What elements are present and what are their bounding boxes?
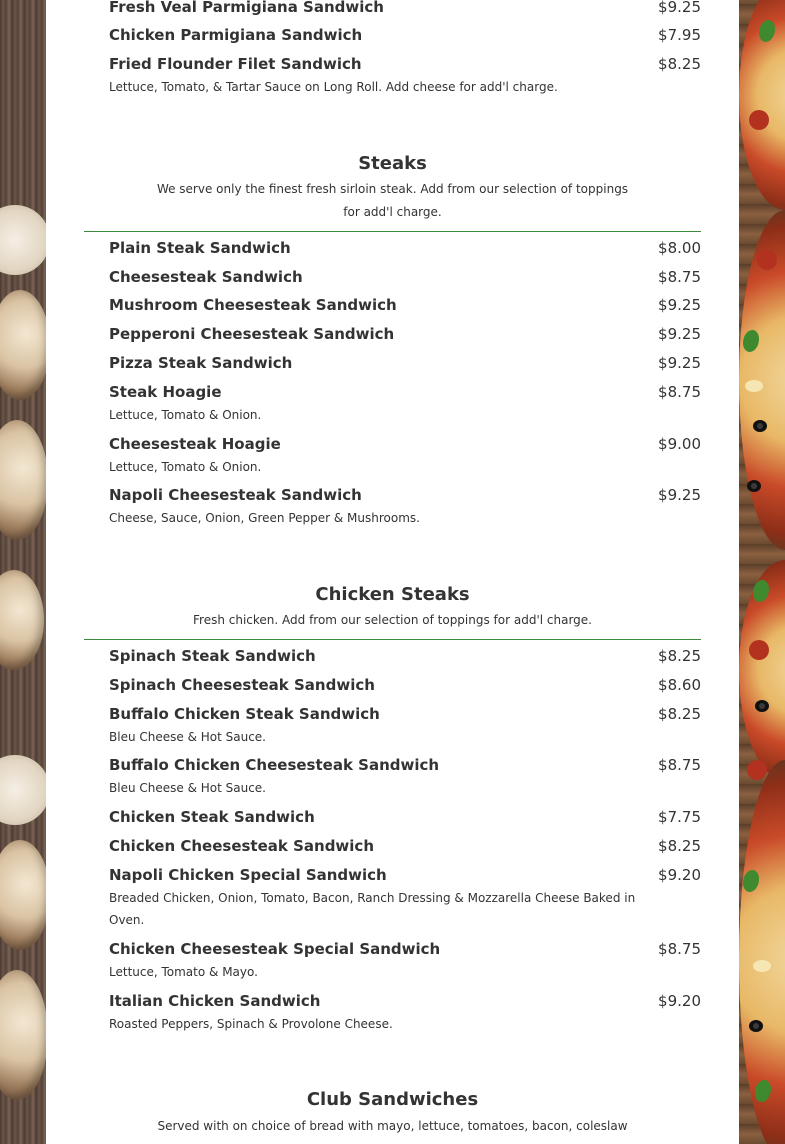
item-description: Cheese, Sauce, Onion, Green Pepper & Mushrooms. [109,511,420,525]
item-price: $8.60 [658,676,701,694]
item-name: Fried Flounder Filet Sandwich [109,55,362,73]
menu-item [109,296,701,316]
item-name: Steak Hoagie [109,383,222,401]
item-name: Buffalo Chicken Steak Sandwich [109,705,380,723]
item-price: $9.25 [658,354,701,372]
item-name: Cheesesteak Sandwich [109,268,303,286]
menu-item [109,268,701,288]
item-name: Cheesesteak Hoagie [109,435,281,453]
menu-item [109,647,701,667]
item-price: $9.20 [658,866,701,884]
item-price: $9.20 [658,992,701,1010]
item-price: $9.25 [658,325,701,343]
olive-topping [747,480,761,492]
item-name: Italian Chicken Sandwich [109,992,321,1010]
menu-item [109,0,701,18]
item-price: $8.25 [658,647,701,665]
plate-image [0,205,46,275]
menu-item [109,992,701,1036]
item-description: Lettuce, Tomato & Mayo. [109,965,258,979]
menu-item [109,808,701,828]
item-name: Spinach Steak Sandwich [109,647,316,665]
olive-topping [755,700,769,712]
item-description: Bleu Cheese & Hot Sauce. [109,730,266,744]
item-price: $8.75 [658,756,701,774]
item-name: Chicken Cheesesteak Sandwich [109,837,375,855]
mushroom-image [0,970,46,1100]
menu-item [109,940,701,984]
cheese-topping [745,380,763,392]
item-description: Lettuce, Tomato, & Tartar Sauce on Long Roll. Add cheese for add'l charge. [109,80,558,94]
item-price: $8.25 [658,705,701,723]
menu-item [109,354,701,374]
item-price: $7.75 [658,808,701,826]
pepperoni-topping [749,110,769,130]
pepperoni-topping [749,640,769,660]
menu-item [109,705,701,749]
item-name: Pepperoni Cheesesteak Sandwich [109,325,395,343]
item-name: Pizza Steak Sandwich [109,354,293,372]
menu-item [109,435,701,479]
mushroom-image [0,840,46,950]
item-price: $8.75 [658,940,701,958]
item-price: $8.25 [658,55,701,73]
item-description: Breaded Chicken, Onion, Tomato, Bacon, Ranch Dressing & Mozzarella Cheese Baked in Oven. [109,891,636,927]
olive-topping [749,1020,763,1032]
item-price: $9.00 [658,435,701,453]
menu-content [46,0,739,1144]
item-price: $8.00 [658,239,701,257]
item-name: Fresh Veal Parmigiana Sandwich [109,0,384,16]
item-description: Lettuce, Tomato & Onion. [109,460,262,474]
olive-topping [753,420,767,432]
item-name: Napoli Cheesesteak Sandwich [109,486,362,504]
menu-item [109,55,701,99]
item-name: Buffalo Chicken Cheesesteak Sandwich [109,756,440,774]
menu-item [109,837,701,857]
item-price: $8.75 [658,383,701,401]
item-name: Chicken Cheesesteak Special Sandwich [109,940,441,958]
background-left-wood [0,0,46,1144]
item-price: $9.25 [658,296,701,314]
item-name: Chicken Steak Sandwich [109,808,315,826]
item-description: Bleu Cheese & Hot Sauce. [109,781,266,795]
menu-item [109,756,701,800]
mushroom-image [0,290,46,400]
item-name: Napoli Chicken Special Sandwich [109,866,387,884]
item-price: $8.75 [658,268,701,286]
item-price: $9.25 [658,0,701,16]
section-divider [84,639,701,640]
item-name: Chicken Parmigiana Sandwich [109,26,363,44]
section-title-club-sandwiches: Club Sandwiches [306,1089,479,1110]
section-description-chicken-steaks: Fresh chicken. Add from our selection of toppings for add'l charge. [193,613,592,627]
mushroom-image [0,570,44,670]
section-description-club-sandwiches: Served with on choice of bread with mayo, lettuce, tomatoes, bacon, coleslaw [157,1119,628,1133]
background-right-pizza [739,0,785,1144]
pepperoni-topping [757,250,777,270]
item-price: $8.25 [658,837,701,855]
item-name: Mushroom Cheesesteak Sandwich [109,296,397,314]
pepperoni-topping [747,760,767,780]
menu-item [109,866,701,932]
menu-item [109,486,701,530]
menu-item [109,676,701,696]
menu-item [109,325,701,345]
item-name: Plain Steak Sandwich [109,239,291,257]
menu-item [109,26,701,46]
item-name: Spinach Cheesesteak Sandwich [109,676,375,694]
item-description: Lettuce, Tomato & Onion. [109,408,262,422]
plate-image [0,755,46,825]
section-divider [84,231,701,232]
section-description-steaks: We serve only the finest fresh sirloin steak. Add from our selection of toppings for add'l charge. [156,182,629,219]
menu-item [109,239,701,259]
item-description: Roasted Peppers, Spinach & Provolone Cheese. [109,1017,393,1031]
item-price: $7.95 [658,26,701,44]
cheese-topping [753,960,771,972]
section-title-steaks: Steaks [358,153,427,174]
section-title-chicken-steaks: Chicken Steaks [315,584,470,605]
menu-item [109,383,701,427]
item-price: $9.25 [658,486,701,504]
mushroom-image [0,420,46,540]
